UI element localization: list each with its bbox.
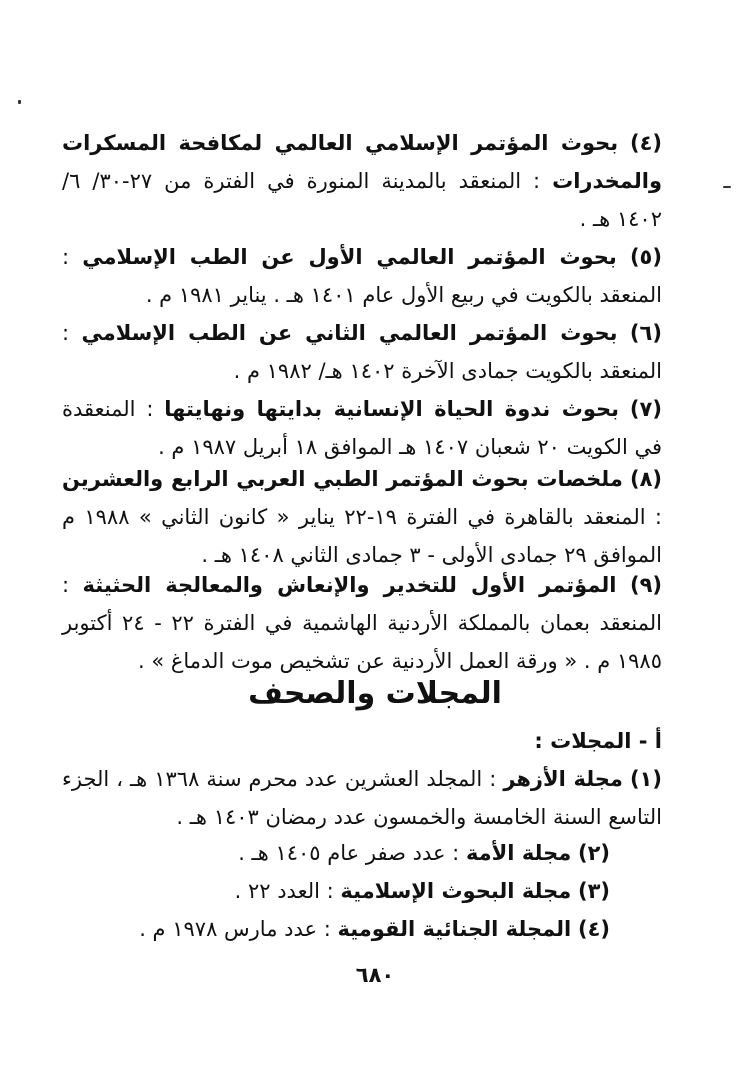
- magazine-entry-1: [62, 760, 662, 836]
- entry-number: (٩): [629, 573, 662, 597]
- entry-details: : المنعقد بالقاهرة في الفترة ١٩-٢٢ يناير « كانون الثاني » ١٩٨٨ م الموافق ٢٩ جمادى الأولى - ٣ جمادى الثاني ١٤٠٨ هـ .: [62, 505, 662, 567]
- entry-details: : عدد صفر عام ١٤٠٥ هـ .: [238, 841, 460, 865]
- entry-number: (٢): [577, 841, 610, 865]
- entry-number: (٥): [629, 245, 662, 269]
- entry-details: : العدد ٢٢ .: [234, 879, 334, 903]
- scan-mark-dash: [723, 186, 731, 188]
- reference-entry-4: [62, 124, 662, 238]
- entry-number: (٧): [629, 397, 662, 421]
- magazine-entry-4: [139, 910, 610, 948]
- entry-details: : المنعقدة في الكويت ٢٠ شعبان ١٤٠٧ هـ الموافق ١٨ أبريل ١٩٨٧ م .: [62, 397, 662, 459]
- entry-number: (١): [629, 767, 662, 791]
- entry-number: (٣): [577, 879, 610, 903]
- entry-title: المؤتمر الأول للتخدير والإنعاش والمعالجة الحثيثة: [82, 573, 617, 597]
- entry-number: (٦): [629, 321, 662, 345]
- entry-title: بحوث المؤتمر العالمي الثاني عن الطب الإسلامي: [81, 321, 618, 345]
- scan-mark-dot: [18, 100, 21, 104]
- magazine-entry-3: [235, 872, 610, 910]
- entry-number: (٨): [629, 467, 662, 491]
- entry-title: ملخصات بحوث المؤتمر الطبي العربي الرابع والعشرين: [62, 467, 623, 491]
- entry-number: (٤): [629, 131, 662, 155]
- entry-details: : المنعقد بالمدينة المنورة في الفترة من ٢٧-٣٠/ ٦/ ١٤٠٢ هـ .: [62, 169, 662, 231]
- entry-title: مجلة الأمة: [465, 841, 572, 865]
- entry-number: (٤): [577, 917, 610, 941]
- entry-details: : عدد مارس ١٩٧٨ م .: [139, 917, 331, 941]
- magazine-entry-2: [238, 834, 610, 872]
- reference-entry-8: [62, 460, 662, 574]
- entry-details: : المجلد العشرين عدد محرم سنة ١٣٦٨ هـ ، الجزء التاسع السنة الخامسة والخمسون عدد رمضان ١٤٠٣ هـ .: [62, 767, 662, 829]
- entry-title: المجلة الجنائية القومية: [337, 917, 572, 941]
- reference-entry-9: [62, 566, 662, 680]
- reference-entry-5: [62, 238, 662, 314]
- entry-details: : المنعقد بالكويت في ربيع الأول عام ١٤٠١ هـ . يناير ١٩٨١ م .: [62, 245, 662, 307]
- entry-title: مجلة البحوث الإسلامية: [340, 879, 572, 903]
- entry-details: : المنعقد بعمان بالمملكة الأردنية الهاشمية في الفترة ٢٢ - ٢٤ أكتوبر ١٩٨٥ م . « ورقة العمل الأردنية عن تشخيص موت الدماغ » .: [62, 573, 662, 673]
- entry-title: بحوث المؤتمر العالمي الأول عن الطب الإسلامي: [82, 245, 617, 269]
- entry-title: مجلة الأزهر: [503, 767, 623, 791]
- subsection-heading: أ - المجلات :: [534, 729, 662, 753]
- entry-title: بحوث ندوة الحياة الإنسانية بدايتها ونهايتها: [164, 397, 620, 421]
- page-number: ٦٨٠: [355, 963, 395, 987]
- section-title: المجلات والصحف: [248, 676, 502, 711]
- entry-details: : المنعقد بالكويت جمادى الآخرة ١٤٠٢ هـ/ ١٩٨٢ م .: [62, 321, 662, 383]
- reference-entry-7: [62, 390, 662, 466]
- entry-title: بحوث المؤتمر الإسلامي العالمي لمكافحة المسكرات والمخدرات: [62, 131, 662, 193]
- reference-entry-6: [62, 314, 662, 390]
